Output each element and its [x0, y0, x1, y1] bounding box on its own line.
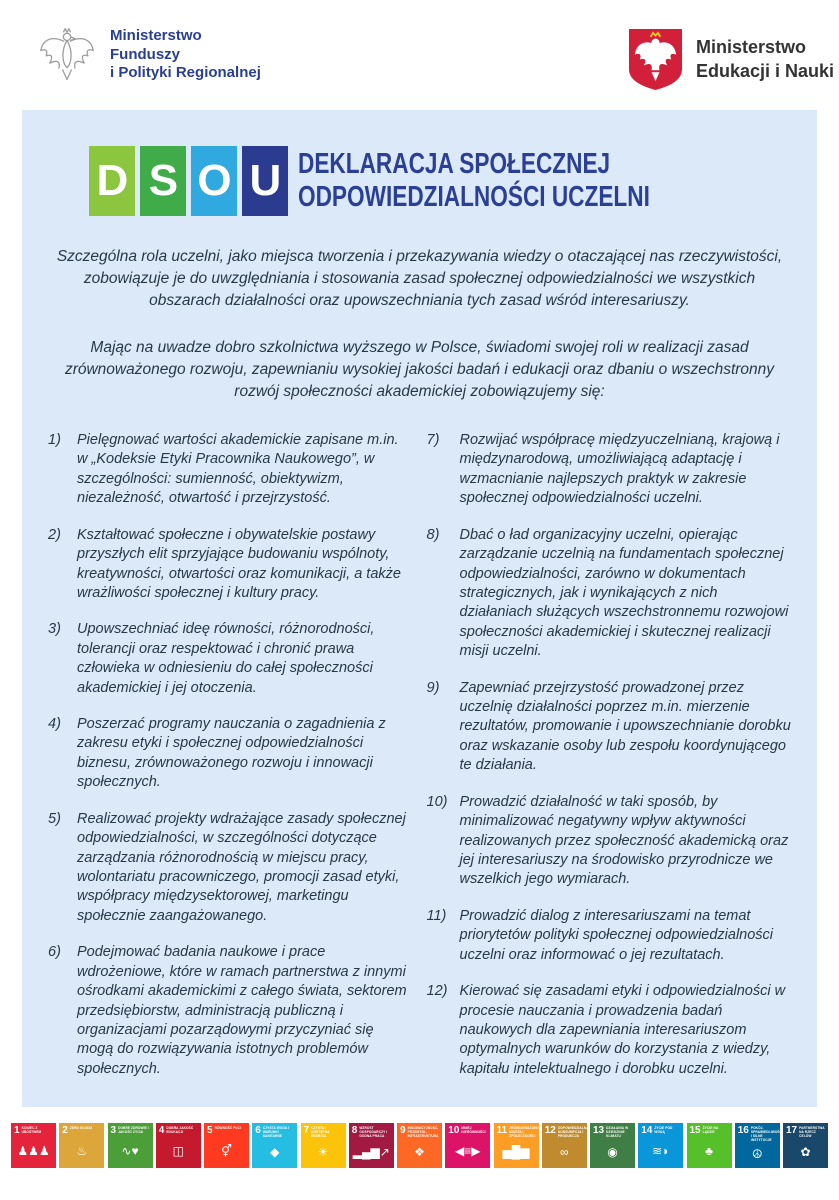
sdg-tile-14 — [638, 1123, 683, 1168]
sdg-title: ZRÓWNOWAŻONE MIASTA I SPOŁECZNOŚCI — [509, 1126, 539, 1138]
sdg-number: 4 — [158, 1125, 165, 1136]
item-text: Kierować się zasadami etyki i odpowiedzialności w procesie nauczania i prowadzenia badań naukowych dla zapewniania interesariuszom optymalnych warunków do korzystania z wiedzy, kapitału intelektualnego i dorobku uczelni. — [459, 983, 786, 1077]
sdg-tile-9 — [397, 1123, 442, 1168]
item-number: 2) — [48, 526, 61, 543]
sdg-tile-8 — [349, 1123, 394, 1168]
no-poverty-icon: ♟♟♟ — [17, 1143, 50, 1158]
list-item-10 — [427, 793, 792, 890]
reduced-inequalities-icon: ◀≡▶ — [455, 1143, 481, 1158]
item-text: Pielęgnować wartości akademickie zapisane m.in. w „Kodeksie Etyki Pracownika Naukowego”, w szczególności: sumienność, obiektywizm, niezależność, otwartość i przejrzystość. — [77, 432, 399, 507]
sdg-title: CZYSTA WODA I WARUNKI SANITARNE — [262, 1126, 290, 1138]
sdg-number: 2 — [62, 1125, 68, 1136]
industry-innovation-icon: ❖ — [414, 1144, 425, 1159]
sdg-number: 15 — [689, 1125, 701, 1136]
sdg-tile-6 — [252, 1123, 297, 1168]
sdg-number: 12 — [544, 1125, 556, 1136]
item-number: 5) — [48, 810, 61, 827]
sdg-number: 5 — [207, 1125, 213, 1136]
ministry-education-name — [696, 36, 834, 83]
ministry-funds-line1: Ministerstwo — [110, 26, 202, 44]
ministry-funds-line3: i Polityki Regionalnej — [110, 64, 261, 82]
sdg-title: WZROST GOSPODARCZY I GODNA PRACA — [359, 1126, 388, 1138]
sdg-number: 1 — [14, 1125, 20, 1136]
sustainable-cities-icon: ▅█▆ — [502, 1144, 530, 1159]
sdg-goals-strip — [11, 1123, 828, 1168]
item-number: 7) — [426, 432, 440, 448]
sdg-tile-16 — [735, 1123, 783, 1168]
sdg-tile-17 — [783, 1123, 828, 1168]
sdg-tile-4 — [156, 1123, 201, 1168]
list-item-8 — [427, 526, 792, 662]
sdg-title: INNOWACYJNOŚĆ, PRZEMYSŁ, INFRASTRUKTURA — [407, 1126, 439, 1138]
commitments-column-left — [48, 431, 413, 1096]
sdg-tile-10 — [445, 1123, 490, 1168]
list-item-2 — [48, 526, 413, 604]
responsible-consumption-icon: ∞ — [559, 1144, 569, 1159]
item-number: 8) — [426, 526, 440, 543]
peace-justice-icon: ☮ — [751, 1146, 763, 1161]
document-title-line2: ODPOWIEDZIALNOŚCI UCZELNI — [298, 181, 651, 213]
white-eagle-outline-icon — [38, 24, 96, 86]
sdg-tile-5 — [204, 1123, 249, 1168]
ministry-funds-line2: Funduszy — [110, 45, 180, 63]
intro-paragraph-2: Mając na uwadze dobro szkolnictwa wyższego w Polsce, świadomi swojej roli w realizacji zasad zrównoważonego rozwoju, zapewnianiu wysokiej jakości badań i edukacji oraz dbaniu o wszechstronny rozwój społeczności akademickiej zobowiązujemy się: — [64, 339, 775, 400]
content-panel — [22, 110, 817, 1107]
item-text: Kształtować społeczne i obywatelskie postawy przyszłych elit sprzyjające budowaniu wspólnoty, kreatywności, otwartości oraz komunikacji, a także wrażliwości społecznej i kultury pracy. — [77, 526, 401, 601]
sdg-number: 14 — [641, 1125, 653, 1136]
item-text: Rozwijać współpracę międzyuczelnianą, krajową i międzynarodową, umożliwiającą adaptację i wzmacnianie najlepszych praktyk w zakresie społecznej odpowiedzialności uczelni. — [459, 432, 780, 507]
list-item-6 — [48, 943, 413, 1079]
quality-education-icon: ◫ — [172, 1143, 184, 1158]
sdg-number: 6 — [255, 1125, 261, 1136]
commitments-list — [48, 431, 791, 1096]
sdg-title: ZERO GŁODU — [69, 1126, 93, 1130]
sdg-tile-13 — [590, 1123, 635, 1168]
sdg-number: 13 — [593, 1125, 605, 1136]
sdg-number: 16 — [737, 1125, 749, 1136]
commitments-column-right — [427, 431, 792, 1096]
sdg-title: DOBRE ZDROWIE I JAKOŚĆ ŻYCIA — [118, 1126, 149, 1134]
item-number: 9) — [426, 679, 440, 696]
sdg-title: ODPOWIEDZIALNA KONSUMPCJA I PRODUKCJA — [557, 1126, 589, 1138]
item-text: Prowadzić dialog z interesariuszami na temat priorytetów polityki społecznej odpowiedzialności uczelni oraz informować o jej rezultatach. — [459, 907, 774, 963]
list-item-11 — [427, 907, 792, 965]
good-health-icon: ∿♥ — [121, 1143, 139, 1158]
item-number: 6) — [48, 944, 61, 961]
sdg-number: 10 — [448, 1125, 460, 1136]
item-text: Realizować projekty wdrażające zasady społecznej odpowiedzialności, w szczególności dotyczące zarządzania różnorodnością w miejscu pracy, wolontariatu pracowniczego, promocji zasad etyki, współpracy międzysektorowej, marketingu społecznie zaangażowanego. — [77, 810, 406, 924]
dsou-letter-o: O — [191, 146, 237, 216]
life-on-land-icon: ♣ — [705, 1143, 713, 1158]
sdg-title: CZYSTA I DOSTĘPNA ENERGIA — [311, 1126, 330, 1138]
sdg-number: 17 — [786, 1125, 798, 1136]
list-item-9 — [427, 679, 792, 776]
item-text: Zapewniać przejrzystość prowadzonej przez uczelnię działalności poprzez m.in. mierzenie rezultatów, promowanie i upowszechnianie dorobku oraz wskazanie osoby lub zespołu koordynującego te działania. — [459, 679, 791, 774]
ministry-education-logo — [628, 28, 834, 91]
climate-action-icon: ◉ — [607, 1144, 618, 1159]
item-text: Dbać o ład organizacyjny uczelni, opierając zarządzanie uczelnią na fundamentach społecznej odpowiedzialności, zarówno w dokumentach strategicznych, jak i wynikających z nich działaniach służących wszechstronnemu rozwojowi społeczności akademickiej i skutecznej realizacji misji uczelni. — [459, 526, 789, 660]
item-number: 12) — [426, 983, 448, 1000]
clean-energy-icon: ☀ — [317, 1144, 329, 1159]
document-title-line1: DEKLARACJA SPOŁECZNEJ — [298, 147, 611, 180]
life-below-water-icon: ≋◗ — [652, 1143, 670, 1158]
ministry-funds-logo — [38, 24, 261, 86]
list-item-4 — [48, 715, 413, 793]
intro-paragraph-1: Szczególna rola uczelni, jako miejsca tworzenia i przekazywania wiedzy o otaczającej nas rzeczywistości, zobowiązuje je do uwzględniania i stosowania zasad społecznej odpowiedzialności we wszystkich obszarach działalności oraz upowszechniania tych zasad wśród interesariuszy. — [56, 248, 783, 309]
sdg-title: KONIEC Z UBÓSTWEM — [21, 1126, 42, 1134]
red-shield-eagle-icon — [628, 28, 683, 91]
sdg-number: 3 — [110, 1125, 117, 1136]
item-text: Upowszechniać ideę równości, różnorodności, tolerancji oraz respektować i chronić prawa człowieka w odniesieniu do całej społeczności akademickiej i jej otoczenia. — [77, 621, 375, 696]
ministry-education-line2: Edukacji i Nauki — [696, 60, 835, 81]
ministry-funds-name — [110, 27, 261, 83]
sdg-title: DOBRA JAKOŚĆ EDUKACJI — [166, 1126, 194, 1134]
sdg-title: RÓWNOŚĆ PŁCI — [214, 1126, 241, 1130]
item-text: Podejmować badania naukowe i prace wdrożeniowe, które w ramach partnerstwa z innymi ośrodkami akademickimi z całego świata, sektorem przedsiębiorstw, administracją publiczną i organizacjami pozarządowymi przyczyniać się mogą do rozwiązywania istotnych problemów społecznych. — [77, 944, 407, 1077]
sdg-title: ŻYCIE POD WODĄ — [654, 1126, 673, 1134]
sdg-tile-12 — [542, 1123, 587, 1168]
list-item-3 — [48, 620, 413, 698]
sdg-number: 9 — [400, 1125, 406, 1136]
sdg-title: DZIAŁANIA W DZIEDZINIE KLIMATU — [606, 1126, 629, 1138]
item-number: 4) — [48, 716, 61, 733]
sdg-tile-2 — [59, 1123, 104, 1168]
economic-growth-icon: ▂▄▆↗ — [352, 1144, 390, 1159]
ministry-education-line1: Ministerstwo — [696, 37, 807, 58]
clean-water-icon: ◆ — [270, 1144, 280, 1159]
zero-hunger-icon: ♨ — [76, 1143, 88, 1158]
sdg-tile-11 — [494, 1123, 539, 1168]
sdg-number: 7 — [303, 1125, 310, 1136]
list-item-7 — [427, 431, 792, 509]
sdg-title: MNIEJ NIERÓWNOŚCI — [461, 1126, 486, 1134]
item-number: 1) — [48, 432, 61, 448]
sdg-number: 8 — [351, 1125, 358, 1136]
partnerships-icon: ✿ — [800, 1144, 811, 1159]
item-number: 11) — [426, 907, 447, 924]
document-title — [298, 148, 749, 214]
sdg-tile-7 — [301, 1123, 346, 1168]
sdg-tile-1 — [11, 1123, 56, 1168]
list-item-5 — [48, 810, 413, 927]
dsou-logo — [89, 146, 288, 216]
item-text: Poszerzać programy nauczania o zagadnienia z zakresu etyki i społecznej odpowiedzialności biznesu, zrównoważonego rozwoju i innowacji społecznych. — [77, 716, 386, 791]
sdg-title: PARTNERSTWA NA RZECZ CELÓW — [799, 1126, 825, 1138]
item-number: 10) — [426, 793, 448, 810]
sdg-number: 11 — [496, 1125, 508, 1136]
item-text: Prowadzić działalność w taki sposób, by minimalizować negatywny wpływ aktywności realizowanych przez społeczność akademicką oraz jej interesariuszy na środowisko przyrodnicze we wszelkich jego wymiarach. — [459, 793, 789, 888]
list-item-1 — [48, 431, 413, 509]
dsou-logo-row — [22, 110, 817, 216]
list-item-12 — [427, 982, 792, 1079]
sdg-tile-15 — [687, 1123, 732, 1168]
gender-equality-icon: ⚥ — [221, 1143, 232, 1158]
dsou-letter-u: U — [242, 146, 288, 216]
sdg-title: POKÓJ, SPRAWIEDLIWOŚĆ I SILNE INSTYTUCJE — [750, 1126, 783, 1142]
dsou-letter-s: S — [140, 146, 186, 216]
dsou-letter-d: D — [89, 146, 135, 216]
item-number: 3) — [48, 621, 61, 638]
sdg-tile-3 — [108, 1123, 153, 1168]
sdg-title: ŻYCIE NA LĄDZIE — [702, 1126, 719, 1134]
